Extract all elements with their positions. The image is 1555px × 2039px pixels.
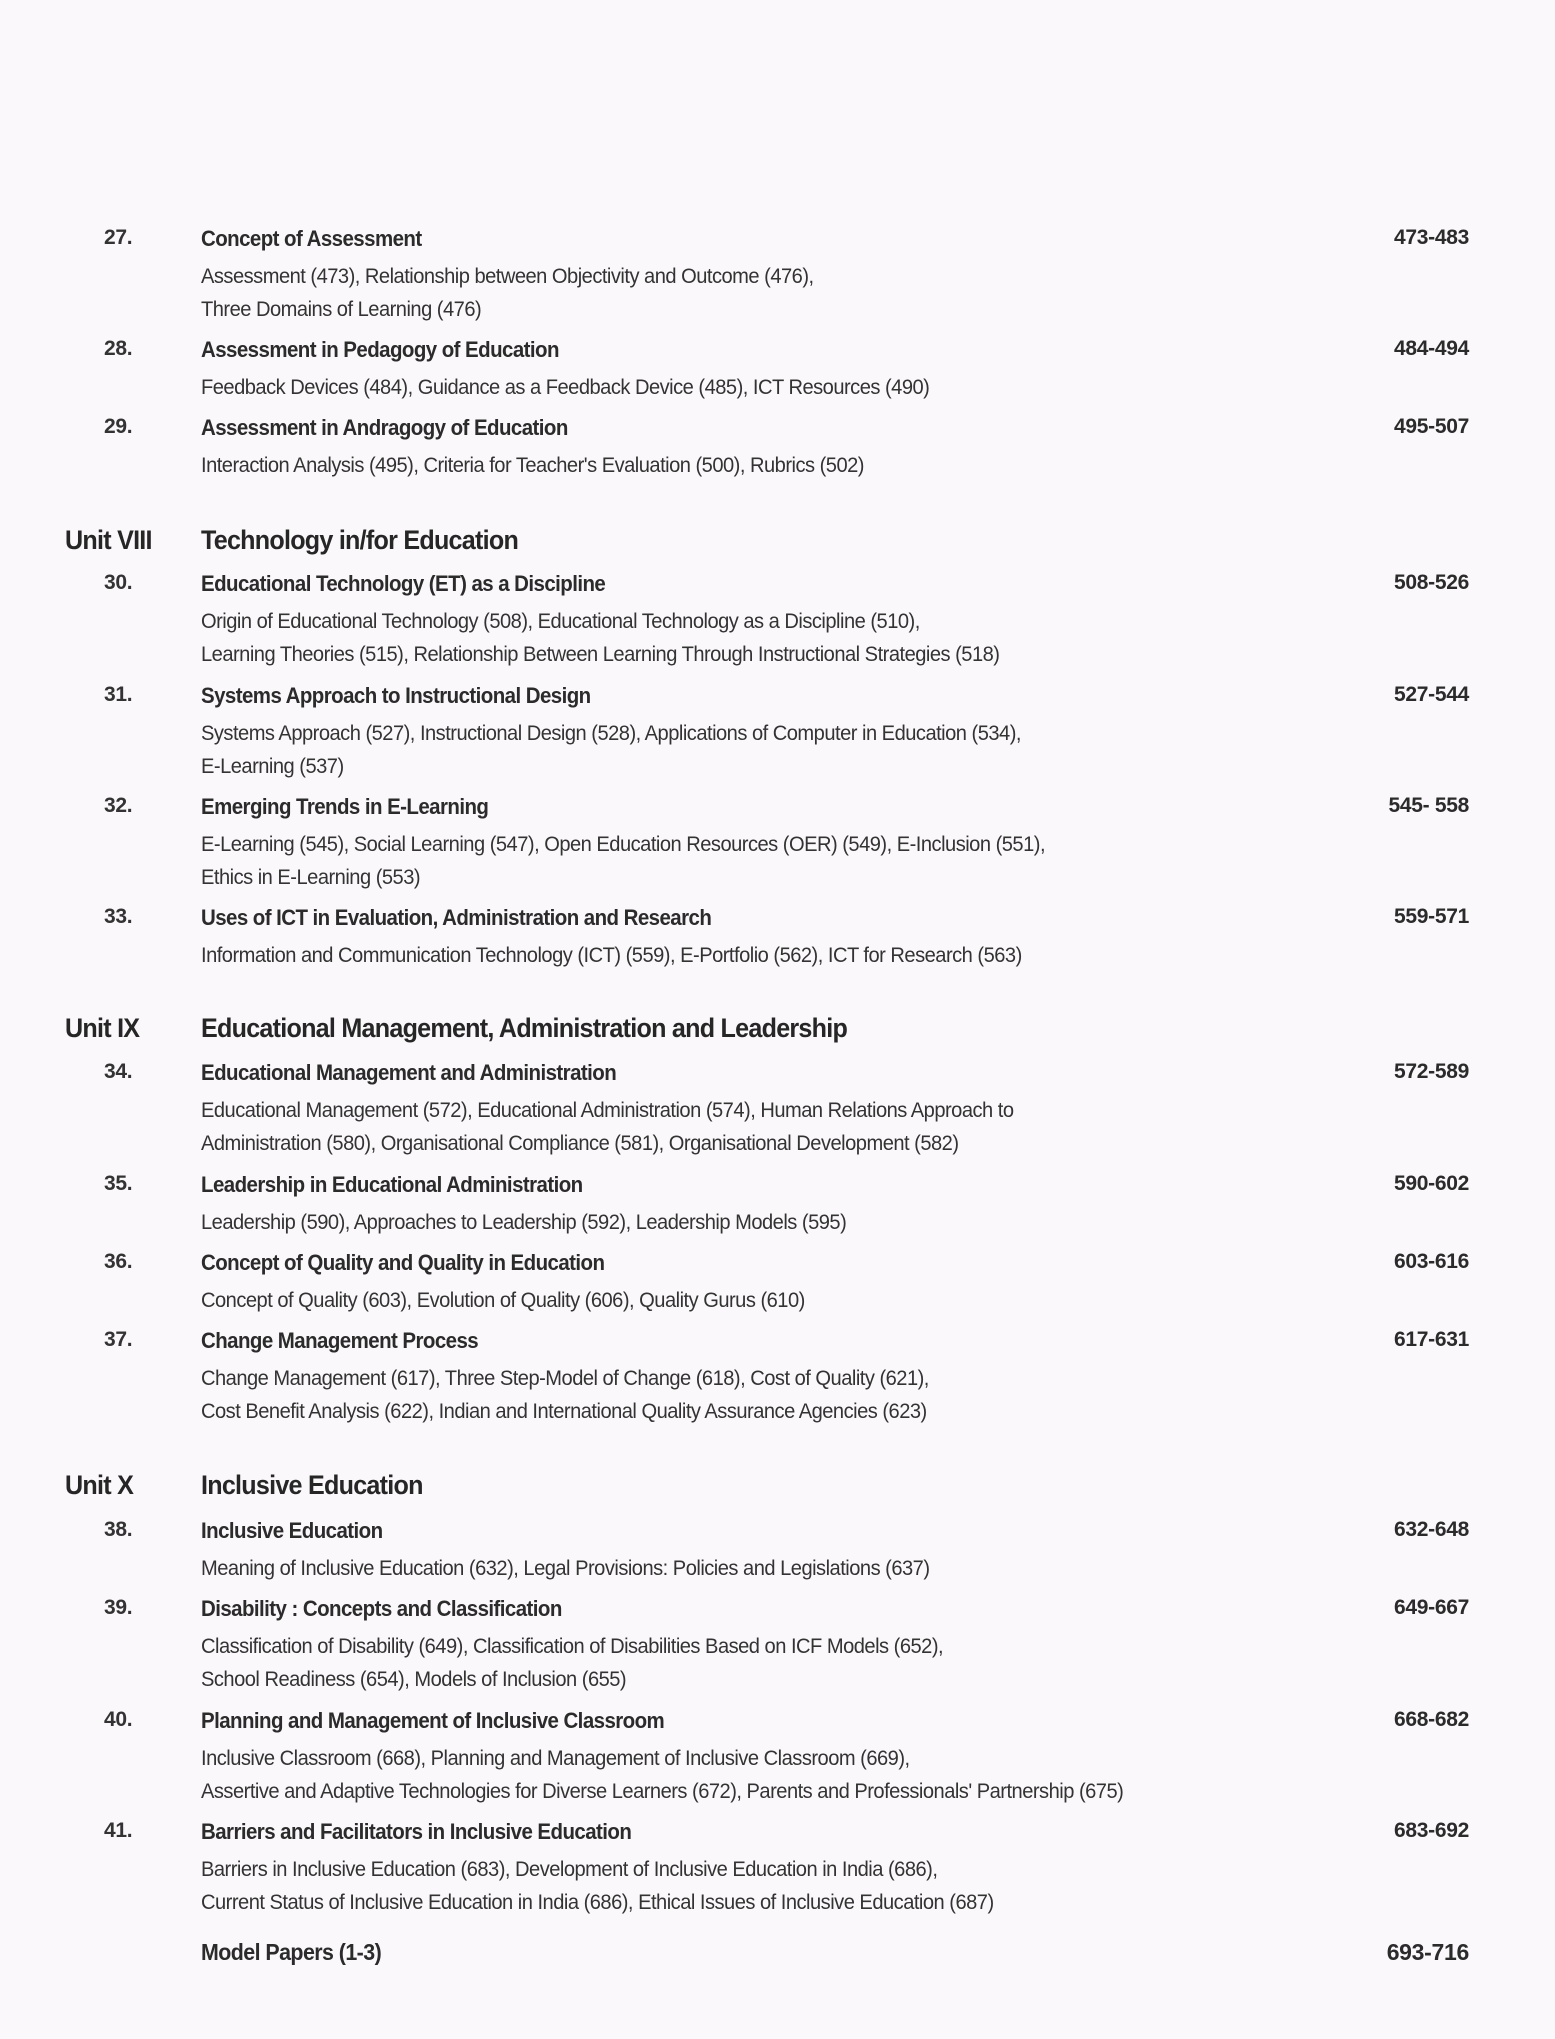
description-line: Change Management (617), Three Step-Model of Change (618), Cost of Quality (621), [201, 1366, 929, 1390]
entry-page-range: 545- 558 [1388, 794, 1469, 817]
description-line: Assessment (473), Relationship between Objectivity and Outcome (476), [201, 264, 814, 288]
entry-description [201, 1853, 994, 1919]
entry-number: 27. [104, 226, 133, 249]
entry-number: 30. [104, 571, 133, 594]
entry-number: 35. [104, 1172, 133, 1195]
entry-page-range: 683-692 [1394, 1819, 1469, 1842]
entry-page-range: 527-544 [1394, 683, 1469, 706]
entry-number: 36. [104, 1250, 133, 1273]
unit-title[interactable]: Educational Management, Administration and Leadership [201, 1013, 848, 1043]
entry-page-range: 632-648 [1394, 1518, 1469, 1541]
entry-description [201, 1206, 846, 1239]
entry-page-range: 572-589 [1394, 1060, 1469, 1083]
entry-number: 34. [104, 1060, 133, 1083]
entry-description [201, 1552, 930, 1585]
entry-title[interactable]: Systems Approach to Instructional Design [201, 683, 591, 708]
entry-page-range: 484-494 [1394, 337, 1469, 360]
model-papers-title[interactable]: Model Papers (1-3) [201, 1939, 382, 1965]
entry-description [201, 1630, 943, 1696]
entry-title[interactable]: Disability : Concepts and Classification [201, 1596, 562, 1621]
description-line: Educational Management (572), Educational Administration (574), Human Relations Approach to [201, 1098, 1014, 1122]
description-line: School Readiness (654), Models of Inclusion (655) [201, 1667, 627, 1691]
entry-page-range: 668-682 [1394, 1708, 1469, 1731]
unit-title[interactable]: Inclusive Education [201, 1470, 423, 1500]
entry-number: 37. [104, 1328, 133, 1351]
entry-description [201, 371, 929, 404]
entry-number: 33. [104, 905, 133, 928]
entry-title[interactable]: Inclusive Education [201, 1518, 383, 1543]
description-line: Concept of Quality (603), Evolution of Quality (606), Quality Gurus (610) [201, 1288, 805, 1312]
entry-number: 40. [104, 1708, 133, 1731]
entry-title[interactable]: Assessment in Andragogy of Education [201, 415, 568, 440]
entry-title[interactable]: Emerging Trends in E-Learning [201, 794, 489, 819]
entry-title[interactable]: Educational Management and Administration [201, 1060, 617, 1085]
unit-label: Unit X [65, 1470, 134, 1500]
entry-page-range: 649-667 [1394, 1596, 1469, 1619]
entry-title[interactable]: Concept of Assessment [201, 226, 422, 251]
entry-description [201, 1742, 1123, 1808]
entry-number: 38. [104, 1518, 133, 1541]
entry-page-range: 590-602 [1394, 1172, 1469, 1195]
entry-number: 41. [104, 1819, 133, 1842]
entry-page-range: 603-616 [1394, 1250, 1469, 1273]
entry-description [201, 1094, 1014, 1160]
entry-number: 32. [104, 794, 133, 817]
entry-number: 31. [104, 683, 133, 706]
entry-number: 29. [104, 415, 133, 438]
description-line: Systems Approach (527), Instructional Design (528), Applications of Computer in Education (534), [201, 721, 1021, 745]
description-line: E-Learning (537) [201, 754, 344, 778]
description-line: Leadership (590), Approaches to Leadership (592), Leadership Models (595) [201, 1210, 847, 1234]
description-line: Barriers in Inclusive Education (683), Development of Inclusive Education in India (686), [201, 1857, 938, 1881]
description-line: Feedback Devices (484), Guidance as a Feedback Device (485), ICT Resources (490) [201, 375, 930, 399]
entry-title[interactable]: Change Management Process [201, 1328, 479, 1353]
entry-description [201, 1362, 929, 1428]
description-line: Information and Communication Technology (ICT) (559), E-Portfolio (562), ICT for Research (563) [201, 943, 1022, 967]
entry-page-range: 495-507 [1394, 415, 1469, 438]
entry-description [201, 449, 864, 482]
entry-title[interactable]: Uses of ICT in Evaluation, Administration and Research [201, 905, 712, 930]
entry-number: 28. [104, 337, 133, 360]
description-line: E-Learning (545), Social Learning (547), Open Education Resources (OER) (549), E-Inclusion (551), [201, 832, 1046, 856]
entry-number: 39. [104, 1596, 133, 1619]
entry-description [201, 260, 814, 326]
entry-title[interactable]: Barriers and Facilitators in Inclusive Education [201, 1819, 632, 1844]
model-papers-page-range: 693-716 [1386, 1939, 1469, 1965]
entry-title[interactable]: Educational Technology (ET) as a Discipline [201, 571, 606, 596]
description-line: Three Domains of Learning (476) [201, 297, 482, 321]
description-line: Learning Theories (515), Relationship Between Learning Through Instructional Strategies (518) [201, 642, 1000, 666]
unit-label: Unit VIII [65, 525, 152, 555]
description-line: Inclusive Classroom (668), Planning and Management of Inclusive Classroom (669), [201, 1746, 910, 1770]
description-line: Cost Benefit Analysis (622), Indian and International Quality Assurance Agencies (623) [201, 1399, 927, 1423]
entry-description [201, 939, 1022, 972]
entry-page-range: 559-571 [1394, 905, 1469, 928]
entry-description [201, 828, 1045, 894]
unit-label: Unit IX [65, 1013, 140, 1043]
entry-page-range: 473-483 [1394, 226, 1469, 249]
entry-description [201, 605, 999, 671]
description-line: Meaning of Inclusive Education (632), Legal Provisions: Policies and Legislations (637) [201, 1556, 930, 1580]
entry-title[interactable]: Assessment in Pedagogy of Education [201, 337, 559, 362]
description-line: Interaction Analysis (495), Criteria for Teacher's Evaluation (500), Rubrics (502) [201, 453, 864, 477]
description-line: Assertive and Adaptive Technologies for Diverse Learners (672), Parents and Professionals' Partnership (675) [201, 1779, 1124, 1803]
entry-title[interactable]: Concept of Quality and Quality in Education [201, 1250, 605, 1275]
unit-title[interactable]: Technology in/for Education [201, 525, 519, 555]
entry-title[interactable]: Leadership in Educational Administration [201, 1172, 583, 1197]
description-line: Classification of Disability (649), Classification of Disabilities Based on ICF Models (652), [201, 1634, 944, 1658]
entry-description [201, 1284, 805, 1317]
description-line: Current Status of Inclusive Education in India (686), Ethical Issues of Inclusive Education (687) [201, 1890, 994, 1914]
entry-title[interactable]: Planning and Management of Inclusive Classroom [201, 1708, 665, 1733]
description-line: Ethics in E-Learning (553) [201, 865, 421, 889]
entry-page-range: 617-631 [1394, 1328, 1469, 1351]
description-line: Administration (580), Organisational Compliance (581), Organisational Development (582) [201, 1131, 959, 1155]
description-line: Origin of Educational Technology (508), Educational Technology as a Discipline (510), [201, 609, 920, 633]
entry-description [201, 717, 1021, 783]
entry-page-range: 508-526 [1394, 571, 1469, 594]
